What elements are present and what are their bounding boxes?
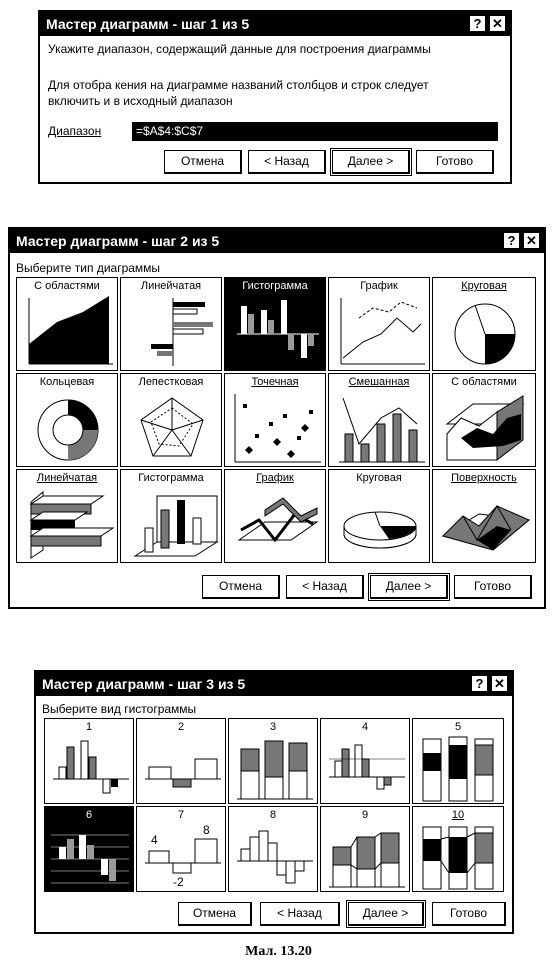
chart-type-column-selected[interactable] xyxy=(224,277,326,371)
figure-caption: Мал. 13.20 xyxy=(245,944,312,959)
help-icon[interactable]: ? xyxy=(469,15,486,32)
chart-type-label: Гистограмма xyxy=(242,280,308,292)
title-bar xyxy=(36,672,512,696)
close-icon[interactable]: ✕ xyxy=(523,232,540,249)
chart-type-pie[interactable] xyxy=(432,277,536,371)
next-button[interactable]: Далее > xyxy=(370,575,448,599)
chart-type-combo[interactable] xyxy=(328,373,430,467)
back-button[interactable]: < Назад xyxy=(286,575,364,599)
format-option-5[interactable] xyxy=(412,718,504,804)
wizard-step1-dialog xyxy=(38,10,512,184)
chart-type-prompt: Выберите тип диаграммы xyxy=(16,261,161,275)
format-option-2[interactable] xyxy=(136,718,226,804)
dialog-title: Мастер диаграмм - шаг 3 из 5 xyxy=(42,676,246,692)
column-chart-icon xyxy=(225,278,326,371)
doughnut-chart-icon xyxy=(17,374,118,467)
chart-type-label: Смешанная xyxy=(348,376,410,388)
data-label-4: 4 xyxy=(151,833,158,847)
format-option-4[interactable] xyxy=(320,718,410,804)
range-input[interactable]: =$A$4:$C$7 xyxy=(132,122,498,141)
finish-button[interactable]: Готово xyxy=(454,575,532,599)
chart-type-doughnut[interactable] xyxy=(16,373,118,467)
chart-type-pie-3d[interactable] xyxy=(328,469,430,563)
format-number: 5 xyxy=(454,721,462,733)
chart-type-surface[interactable] xyxy=(432,469,536,563)
back-button[interactable]: < Назад xyxy=(248,150,326,174)
chart-type-label: С областями xyxy=(451,376,517,388)
chart-type-line[interactable] xyxy=(328,277,430,371)
bar-3d-chart-icon xyxy=(17,470,118,563)
dialog-title: Мастер диаграмм - шаг 1 из 5 xyxy=(46,16,250,32)
format-number: 10 xyxy=(451,809,465,821)
next-button[interactable]: Далее > xyxy=(348,902,424,926)
format-number: 8 xyxy=(269,809,277,821)
format-number: 1 xyxy=(85,721,93,733)
chart-type-label: Линейчатая xyxy=(140,280,202,292)
instruction-text: Укажите диапазон, содержащий данные для построения диаграммы xyxy=(48,42,431,56)
title-bar xyxy=(40,12,510,36)
pie-3d-chart-icon xyxy=(329,470,430,563)
next-button[interactable]: Далее > xyxy=(332,150,410,174)
chart-type-column-3d[interactable] xyxy=(120,469,222,563)
wizard-step3-dialog xyxy=(34,670,514,934)
help-icon[interactable]: ? xyxy=(503,232,520,249)
chart-type-area-3d[interactable] xyxy=(432,373,536,467)
chart-type-label: Гистограмма xyxy=(138,472,204,484)
chart-type-area[interactable] xyxy=(16,277,118,371)
area-3d-chart-icon xyxy=(433,374,536,467)
cancel-button[interactable]: Отмена xyxy=(164,150,242,174)
wizard-step2-dialog xyxy=(8,227,546,609)
format-1-column-icon xyxy=(45,719,134,804)
format-option-6-selected[interactable] xyxy=(44,806,134,892)
format-5-column-icon xyxy=(413,719,504,804)
format-option-1[interactable] xyxy=(44,718,134,804)
format-number: 7 xyxy=(177,809,185,821)
note-text-line2: включить и в исходный диапазон xyxy=(48,94,233,108)
chart-type-label: Кольцевая xyxy=(39,376,95,388)
line-chart-icon xyxy=(329,278,430,371)
chart-type-scatter[interactable] xyxy=(224,373,326,467)
chart-type-label: С областями xyxy=(34,280,100,292)
bar-chart-icon xyxy=(121,278,222,371)
format-option-8[interactable] xyxy=(228,806,318,892)
scatter-chart-icon xyxy=(225,374,326,467)
chart-type-radar[interactable] xyxy=(120,373,222,467)
format-9-column-icon xyxy=(321,807,410,892)
format-number: 4 xyxy=(361,721,369,733)
chart-type-bar-3d[interactable] xyxy=(16,469,118,563)
close-icon[interactable]: ✕ xyxy=(489,15,506,32)
chart-type-label: Линейчатая xyxy=(36,472,98,484)
chart-type-bar[interactable] xyxy=(120,277,222,371)
chart-type-label: График xyxy=(256,472,294,484)
chart-type-label: Точечная xyxy=(251,376,299,388)
data-label-minus-2: -2 xyxy=(173,875,184,889)
chart-type-label: Поверхность xyxy=(451,472,517,484)
column-3d-chart-icon xyxy=(121,470,222,563)
format-3-column-icon xyxy=(229,719,318,804)
line-3d-chart-icon xyxy=(225,470,326,563)
back-button[interactable]: < Назад xyxy=(260,902,340,926)
format-option-3[interactable] xyxy=(228,718,318,804)
cancel-button[interactable]: Отмена xyxy=(202,575,280,599)
format-number: 6 xyxy=(85,809,93,821)
format-10-column-icon xyxy=(413,807,504,892)
finish-button[interactable]: Готово xyxy=(432,902,506,926)
help-icon[interactable]: ? xyxy=(471,675,488,692)
chart-type-label: Лепестковая xyxy=(138,376,204,388)
format-option-7[interactable] xyxy=(136,806,226,892)
surface-chart-icon xyxy=(433,470,536,563)
dialog-title: Мастер диаграмм - шаг 2 из 5 xyxy=(16,233,220,249)
combo-chart-icon xyxy=(329,374,430,467)
format-number: 3 xyxy=(269,721,277,733)
chart-type-line-3d[interactable] xyxy=(224,469,326,563)
format-2-column-icon xyxy=(137,719,226,804)
note-text-line1: Для отобра кения на диаграмме названий столбцов и строк следует xyxy=(48,78,429,92)
title-bar xyxy=(10,229,544,253)
format-8-column-icon xyxy=(229,807,318,892)
format-number: 9 xyxy=(361,809,369,821)
format-option-10[interactable] xyxy=(412,806,504,892)
chart-type-label: Круговая xyxy=(356,472,402,484)
format-4-column-icon xyxy=(321,719,410,804)
radar-chart-icon xyxy=(121,374,222,467)
cancel-button[interactable]: Отмена xyxy=(178,902,252,926)
format-6-column-icon xyxy=(45,807,134,892)
data-label-8: 8 xyxy=(203,823,210,837)
chart-type-label: График xyxy=(360,280,398,292)
format-option-9[interactable] xyxy=(320,806,410,892)
pie-chart-icon xyxy=(433,278,536,371)
finish-button[interactable]: Готово xyxy=(416,150,494,174)
column-format-prompt: Выберите вид гистограммы xyxy=(42,702,197,716)
range-label: Диапазон xyxy=(48,124,102,138)
chart-type-label: Круговая xyxy=(461,280,507,292)
format-number: 2 xyxy=(177,721,185,733)
area-chart-icon xyxy=(17,278,118,371)
close-icon[interactable]: ✕ xyxy=(491,675,508,692)
